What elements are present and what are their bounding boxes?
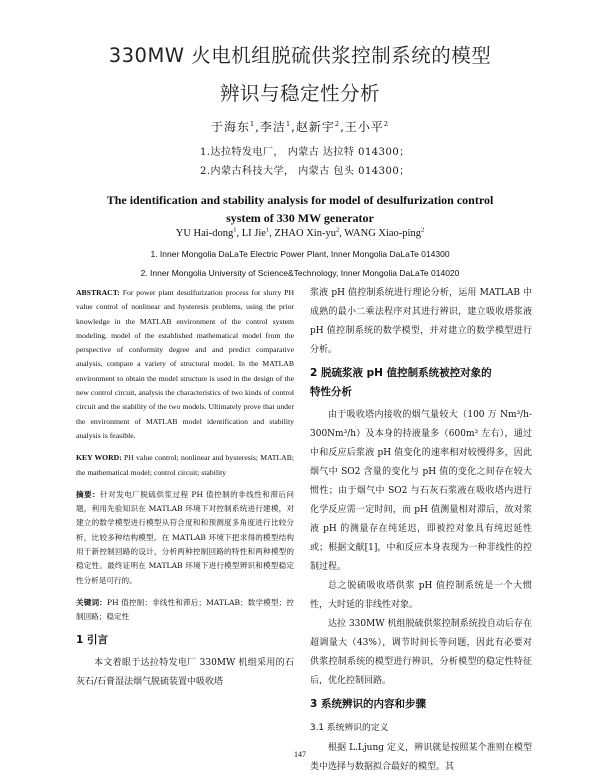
section3-1-heading: 3.1 系统辨识的定义 — [310, 723, 389, 733]
english-title-line2: system of 330 MW generator — [226, 211, 374, 225]
section2-heading-line1: 2 脱硫浆液 pH 值控制系统被控对象的 — [310, 367, 492, 379]
author-cn-3: 赵新宇 — [295, 120, 335, 134]
keywords-en-text: PH value control; nonlinear and hysteresis; MATLAB; the mathematical model; control circuit; stability — [76, 453, 294, 477]
author-cn-1: 于海东 — [210, 120, 250, 134]
affiliation-en-2: 2. Inner Mongolia University of Science&Technology, Inner Mongolia DaLaTe 014020 — [140, 268, 460, 278]
keywords-en — [76, 451, 294, 480]
paper-title-line2: 辨识与稳定性分析 — [219, 82, 380, 105]
authors-en: YU Hai-dong$^1$, LI Jie$^1$, ZHAO Xin-$yu^2$, WANG Xiao-ping$^2$ — [175, 226, 425, 239]
right-intro-text: 浆液 pH 值控制系统进行理论分析，运用 MATLAB 中成熟的最小二乘法程序对其进行辨识，建立吸收塔浆液 pH 值控制系统的数学模型，并对建立的数学模型进行分析。 — [310, 288, 532, 355]
author-en-1: YU Hai-dong — [175, 228, 234, 239]
author-en-3: , ZHAO Xin-yu — [269, 228, 336, 239]
english-title-line1: The identification and stability analysis for model of desulfurization control — [106, 193, 494, 207]
affiliation-en-1: 1. Inner Mongolia DaLaTe Electric Power Plant, Inner Mongolia DaLaTe 014300 — [150, 249, 450, 259]
author-cn-2: 李洁 — [259, 120, 286, 134]
abstract-en-label: ABSTRACT: — [76, 288, 120, 297]
abstract-cn — [76, 488, 294, 588]
keywords-en-label: KEY WORD: — [76, 453, 122, 463]
keywords-cn-text: PH 值控制；非线性和滞后；MATLAB；数学模型；控制回路；稳定性 — [76, 597, 294, 622]
paper-title-line1: 330MW 火电机组脱硫供浆控制系统的模型 — [108, 44, 492, 67]
abstract-en — [76, 286, 294, 443]
affiliation-cn-2: 2.内蒙古科技大学， 内蒙古 包头 014300； — [200, 166, 410, 177]
author-en-4: , WANG Xiao-ping — [339, 228, 421, 239]
authors-cn: 于海东$^1$,李洁$^1$,赵新宇$^2$,王小平$^2$ — [210, 120, 390, 134]
abstract-en-text: For power plant desulfurization process for slurry PH value control of nonlinear and hysteresis problems, using the prior knowledge in the MATLAB environment of the control system modeling, model of the established mathematical model from the perspective of conformity degree and and predict comparative analysis, compare a variety of structural model. In the MATLAB environment to obtain the model structure is used in the design of the new control circuit, analysis the characteristics of two kinds of control circuit and the stability of the two models. Ultimately prove that under the environment of MATLAB model identification and stability analysis is feasible. — [76, 288, 294, 440]
keywords-cn-label: 关键词： — [76, 597, 107, 607]
section2-paragraph2: 总之脱硫吸收塔供浆 pH 值控制系统是一个大惯性，大时延的非线性对象。 — [310, 581, 532, 610]
section1-text: 本文着眼于达拉特发电厂 330MW 机组采用的石灰石/石膏湿法烟气脱硫装置中吸收塔 — [76, 657, 294, 687]
keywords-cn — [76, 596, 294, 625]
abstract-cn-text: 针对发电厂脱硫供浆过程 PH 值控制的非线性和滞后问题，利用先验知识在 MATLAB 环境下对控制系统进行建模，对建立的数学模型进行模型从符合度和和预测度多角度进行比较分析，比较多种结构模型。在 MATLAB 环境下把求得的模型结构用于新控制回路的设计，分析两种控制回路的特性和两种模型的稳定性。最终证明在 MATLAB 环境下进行模型辨识和模型稳定性分析是可行的。 — [76, 489, 295, 585]
author-cn-4: 王小平 — [344, 120, 384, 134]
author-en-2: , LI Jie — [236, 228, 266, 239]
left-column — [76, 286, 294, 692]
abstract-cn-label: 摘要： — [76, 489, 101, 499]
section2-paragraph3: 达拉 330MW 机组脱硫供浆控制系统投自动后存在超调量大（43%），调节时间长等问题，因此有必要对供浆控制系统的模型进行辨识，分析模型的稳定性特征后，优化控制回路。 — [310, 619, 532, 686]
affiliation-cn-1: 1.达拉特发电厂， 内蒙古 达拉特 014300； — [200, 147, 410, 158]
section3-text: 根据 L.Ljung 定义，辨识就是按照某个准则在模型类中选择与数据拟合最好的模型。其 — [310, 743, 532, 772]
section1-heading: 1 引言 — [76, 633, 108, 646]
section2-heading-line2: 特性分析 — [310, 386, 352, 398]
section3-heading: 3 系统辨识的内容和步骤 — [310, 698, 426, 710]
right-column — [310, 284, 532, 777]
section2-paragraph1: 由于吸收塔内接收的烟气量较大（100 万 Nm³/h-300Nm³/h）及本身的持液量多（600m³ 左右），通过中和反应后浆液 pH 值变化的速率相对较慢得多，因此烟气中 SO2 含量的变化与 pH 值的变化之间存在较大惯性；由于烟气中 SO2 与石灰石浆液在吸收塔内进行化学反应需一定时间，而 pH 值测量相对滞后，故对浆液 pH 的测量存在纯延迟，即被控对象具有纯迟延性或；根据文献[1]，中和反应本身表现为一种非线性的控制过程。 — [310, 410, 532, 572]
page-number: 147 — [294, 750, 306, 759]
